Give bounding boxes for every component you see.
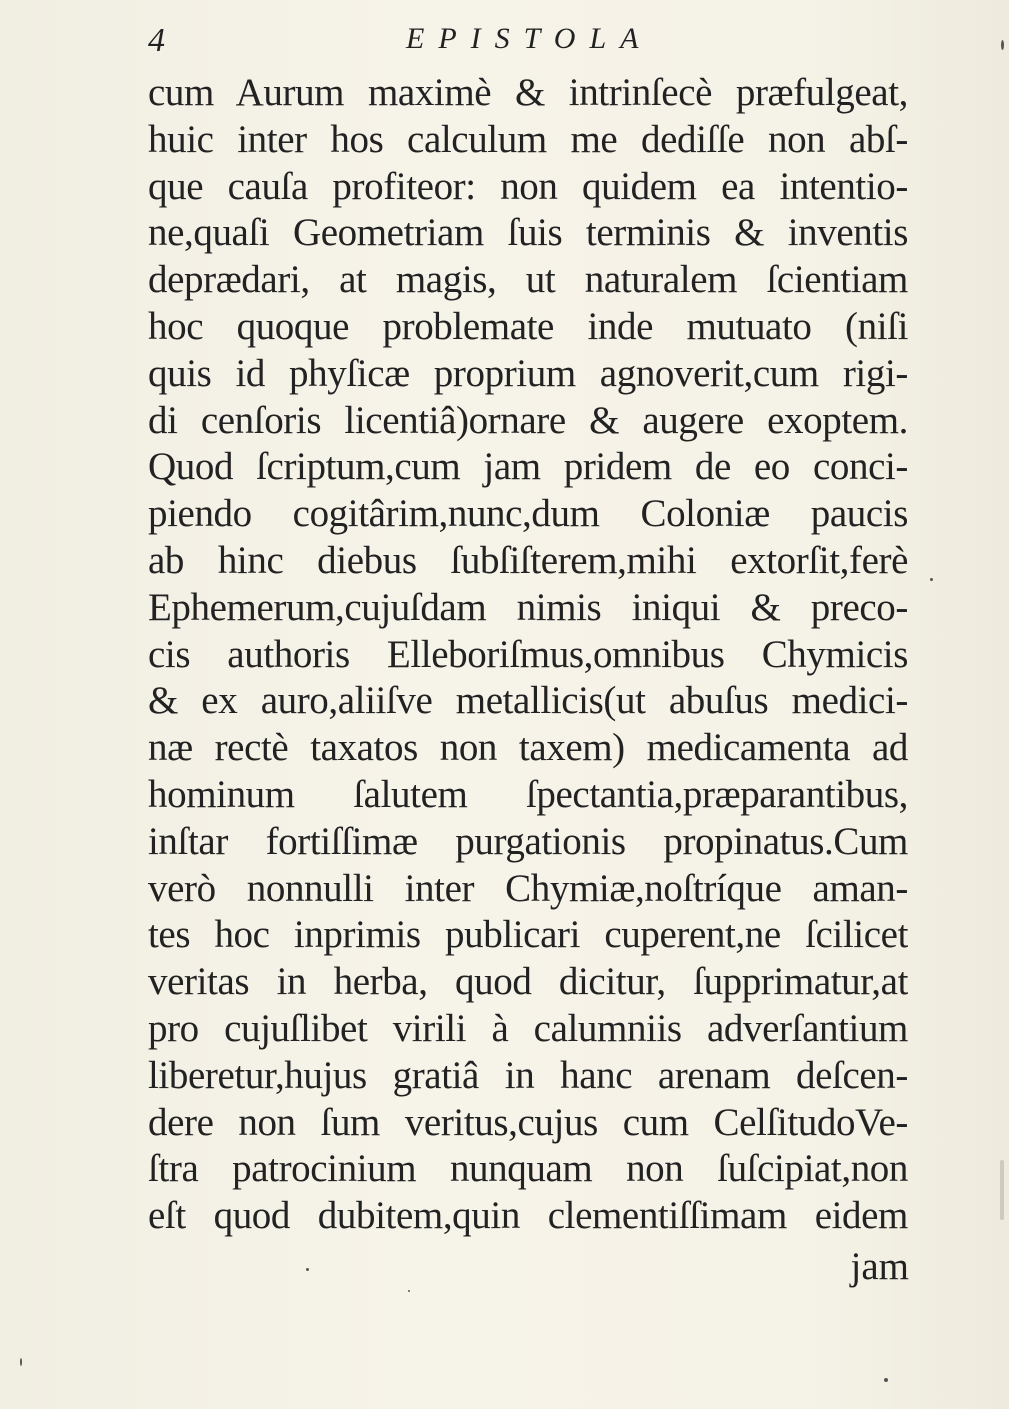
text-line: veritas in herba, quod dicitur, ſupprimatur,at — [148, 960, 908, 1004]
text-line: dere non ſum veritus,cujus cum CelſitudoVe- — [148, 1100, 908, 1144]
text-line: Quod ſcriptum,cum jam pridem de eo conci- — [148, 445, 908, 489]
text-line: næ rectè taxatos non taxem) medicamenta ad — [148, 726, 908, 770]
text-line: hominum ſalutem ſpectantia,præparantibus, — [148, 772, 908, 816]
text-line: ne,quaſi Geometriam ſuis terminis & inventis — [148, 211, 908, 255]
page-header — [148, 20, 908, 64]
text-line: huic inter hos calculum me dediſſe non abſ- — [148, 117, 908, 161]
text-line: Ephemerum,cujuſdam nimis iniqui & preco- — [148, 585, 908, 629]
text-line: verò nonnulli inter Chymiæ,noſtríque aman- — [148, 866, 908, 910]
text-line: quis id phyſicæ proprium agnoverit,cum rigi- — [148, 351, 908, 395]
text-line: inſtar fortiſſimæ purgationis propinatus.Cum — [148, 819, 908, 863]
text-line: di cenſoris licentiâ)ornare & augere exoptem. — [148, 398, 908, 442]
text-line: cis authoris Elleboriſmus,omnibus Chymicis — [148, 632, 908, 676]
text-line: tes hoc inprimis publicari cuperent,ne ſcilicet — [148, 913, 908, 957]
page-number: 4 — [148, 22, 165, 59]
running-head: EPISTOLA — [406, 22, 653, 55]
paper-speck — [930, 578, 933, 581]
paper-speck — [1000, 1160, 1004, 1220]
paper-speck — [20, 1358, 22, 1366]
text-line: deprædari, at magis, ut naturalem ſcientiam — [148, 258, 908, 302]
catchword: jam — [850, 1245, 909, 1288]
text-line: cum Aurum maximè & intrinſecè præfulgeat, — [148, 71, 908, 114]
paper-speck — [408, 1290, 410, 1292]
paper-speck — [1001, 40, 1004, 50]
text-line: liberetur,hujus gratiâ in hanc arenam deſcen- — [148, 1053, 908, 1097]
text-line: que cauſa profiteor: non quidem ea intentio- — [148, 164, 908, 208]
text-line: ſtra patrocinium nunquam non ſuſcipiat,non — [148, 1147, 908, 1191]
text-line: pro cujuſlibet virili à calumniis adverſantium — [148, 1006, 908, 1050]
text-line: eſt quod dubitem,quin clementiſſimam eidem — [148, 1194, 908, 1238]
text-line: ab hinc diebus ſubſiſterem,mihi extorſit,ferè — [148, 538, 908, 582]
text-line: piendo cogitârim,nunc,dum Coloniæ paucis — [148, 492, 908, 536]
paper-speck — [306, 1268, 309, 1271]
text-line: hoc quoque problemate inde mutuato (niſi — [148, 304, 908, 348]
body-text — [148, 70, 908, 1240]
text-line: & ex auro,aliiſve metallicis(ut abuſus medici- — [148, 679, 908, 723]
paper-speck — [884, 1378, 888, 1382]
